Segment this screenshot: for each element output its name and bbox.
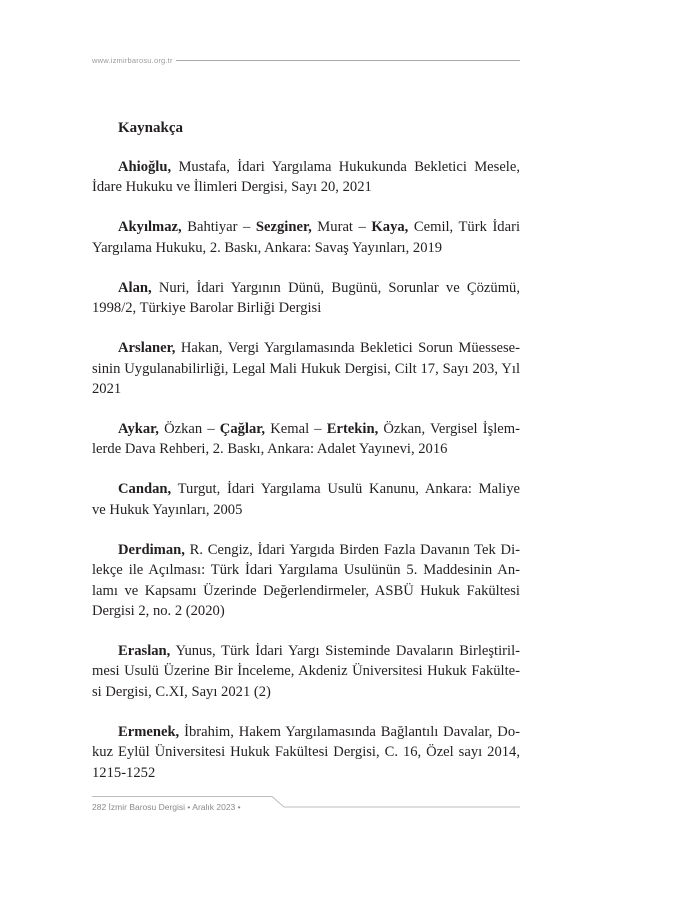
entry-text: ve Hukuk Yayınları, 2005 [92,501,243,518]
entry-line [118,338,520,358]
entry-text: 1998/2, Türkiye Barolar Birliği Dergisi [92,300,322,317]
entry-text: 1215-1252 [92,764,156,781]
entry-line [118,479,520,499]
entry-text: İdare Hukuku ve İlimleri Dergisi, Sayı 20, 2021 [92,179,372,196]
bibliography-entry [92,419,520,460]
author-name: Derdiman, [118,541,185,558]
bibliography [92,118,520,803]
author-name: Candan, [118,481,172,498]
entry-line [118,540,520,560]
footer-text: 282 İzmir Barosu Dergisi • Aralık 2023 • [92,802,241,812]
entry-text: İbrahim, Hakem Yargılamasında Bağlantılı Davalar, Do- [179,723,520,740]
bibliography-entry [92,641,520,702]
entry-line [92,682,520,702]
author-name: Arslaner, [118,340,176,357]
author-name: Ahioğlu, [118,159,172,175]
entry-line [92,359,520,379]
entry-text: kuz Eylül Üniversitesi Hukuk Fakültesi Dergisi, C. 16, Özel sayı 2014, [92,744,520,761]
author-name: Kaya, [371,219,409,236]
page-header [92,52,520,68]
entry-line [92,439,520,459]
entry-line [92,238,520,258]
entry-line [92,581,520,601]
header-url: www.izmirbarosu.org.tr [92,55,173,65]
entry-text: Bahtiyar – [181,219,256,236]
page-footer [92,795,520,815]
entry-line [92,742,520,762]
entry-text: Nuri, İdari Yargının Dünü, Bugünü, Sorunlar ve Çözümü, [151,279,520,296]
entry-text: Turgut, İdari Yargılama Usulü Kanunu, Ankara: Maliye [171,481,520,498]
entry-text: Hakan, Vergi Yargılamasında Bekletici Sorun Müessese- [175,340,520,357]
entry-text: sinin Uygulanabilirliği, Legal Mali Hukuk Dergisi, Cilt 17, Sayı 203, Yıl [92,360,520,377]
entry-text: Özkan, Vergisel İşlem- [378,421,520,438]
author-name: Akyılmaz, [118,219,182,236]
entry-line [118,278,520,298]
entry-line [92,763,520,783]
entry-line [92,601,520,621]
entry-line [92,500,520,520]
bibliography-entry [92,540,520,622]
entry-line [118,722,520,742]
entry-text: 2021 [92,381,122,398]
entry-line [118,217,520,237]
entry-text: mesi Usulü Üzerine Bir İnceleme, Akdeniz Üniversitesi Hukuk Fakülte- [92,663,520,680]
entry-line [92,379,520,399]
entry-line [92,298,520,318]
bibliography-entry [92,278,520,319]
entry-text: si Dergisi, C.XI, Sayı 2021 (2) [92,683,271,700]
bibliography-entry [92,217,520,258]
entry-text: Murat – [311,219,372,236]
entry-line [118,157,520,177]
entry-text: Kemal – [265,421,327,438]
bibliography-entry [92,157,520,198]
author-name: Çağlar, [219,421,266,438]
author-name: Ertekin, [326,421,379,438]
author-name: Sezginer, [255,219,312,236]
entry-line [92,560,520,580]
author-name: Eraslan, [118,643,171,660]
entry-text: Yargılama Hukuku, 2. Baskı, Ankara: Savaş Yayınları, 2019 [92,239,443,256]
bibliography-entry [92,338,520,399]
entry-line [118,641,520,661]
bibliography-heading: Kaynakça [118,120,184,136]
entry-text: R. Cengiz, İdari Yargıda Birden Fazla Davanın Tek Di- [184,541,520,558]
entry-line [92,177,520,197]
entry-text: Özkan – [158,421,220,438]
entry-text: Dergisi 2, no. 2 (2020) [92,603,225,620]
entry-line [92,661,520,681]
entry-text: Yunus, Türk İdari Yargı Sisteminde Davaların Birleştiril- [170,643,520,660]
author-name: Aykar, [118,421,159,438]
author-name: Alan, [118,279,152,296]
header-rule [176,60,520,61]
bibliography-entry [92,722,520,783]
bibliography-entry [92,479,520,520]
entry-text: Cemil, Türk İdari [408,219,520,236]
entry-text: Mustafa, İdari Yargılama Hukukunda Bekletici Mesele, [171,159,520,175]
author-name: Ermenek, [118,723,180,740]
bibliography-entries [92,157,520,783]
entry-text: lamı ve Kapsamı Üzerinde Değerlendirmeler, ASBÜ Hukuk Fakültesi [92,582,520,599]
entry-text: lekçe ile Açılması: Türk İdari Yargılama Usulünün 5. Maddesinin An- [92,562,520,579]
entry-text: lerde Dava Rehberi, 2. Baskı, Ankara: Adalet Yayınevi, 2016 [92,441,448,458]
entry-line [118,419,520,439]
